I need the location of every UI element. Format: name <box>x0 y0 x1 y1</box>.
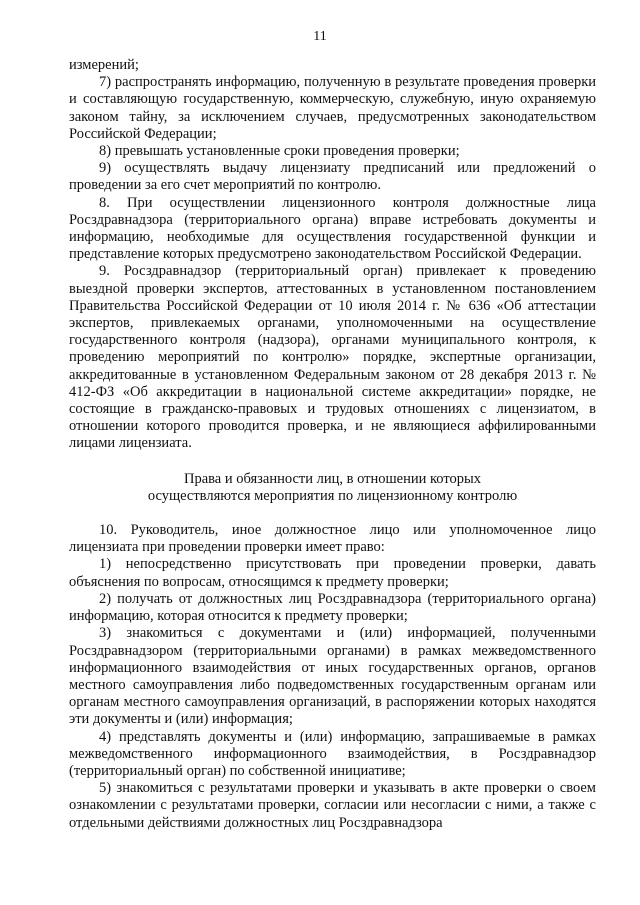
paragraph: 5) знакомиться с результатами проверки и указывать в акте проверки о своем ознакомлении с результатами проверки, согласии или несогласии с ними, а также с отдельными действиями должностных лиц Росздравнадзора <box>69 780 596 831</box>
paragraph: 3) знакомиться с документами и (или) информацией, полученными Росздравнадзором (территориальными органами) в рамках межведомственного информационного взаимодействия от иных государственных органов, органов местного самоуправления либо подведомственных государственным органам или органам местного самоуправления организаций, в распоряжении которых находятся эти документы и (или) информация; <box>69 625 596 728</box>
paragraph: 10. Руководитель, иное должностное лицо или уполномоченное лицо лицензиата при проведении проверки имеет право: <box>69 522 596 556</box>
paragraph: измерений; <box>69 57 139 73</box>
section-heading-line: осуществляются мероприятия по лицензионному контролю <box>147 487 518 504</box>
paragraph: 2) получать от должностных лиц Росздравнадзора (территориального органа) информацию, которая относится к предмету проверки; <box>69 590 596 625</box>
paragraph: 7) распространять информацию, полученную в результате проведения проверки и составляющую государственную, коммерческую, служебную, иную охраняемую законом тайну, за исключением случаев, предусмотренных законодательством Российской Федерации; <box>69 74 596 142</box>
section-heading-line: Права и обязанности лиц, в отношении которых <box>183 470 482 487</box>
page-number: 11 <box>313 29 327 44</box>
paragraph: 4) представлять документы и (или) информацию, запрашиваемые в рамках межведомственного информационного взаимодействия, в Росздравнадзор (территориальный орган) по собственной инициативе; <box>69 728 596 779</box>
paragraph: 8. При осуществлении лицензионного контроля должностные лица Росздравнадзора (территориального органа) вправе истребовать документы и информацию, необходимые для осуществления государственной функции и представление которых предусмотрено законодательством Российской Федерации. <box>69 194 596 263</box>
section-heading <box>69 471 596 505</box>
paragraph: 9) осуществлять выдачу лицензиату предписаний или предложений о проведении за его счет мероприятий по контролю. <box>69 160 596 194</box>
paragraph: 9. Росздравнадзор (территориальный орган) привлекает к проведению выездной проверки экспертов, аттестованных в установленном постановлением Правительства Российской Федерации от 10 июля 2014 г. № 636 «Об аттестации экспертов, привлекаемых органами, уполномоченными на осуществление государственного контроля (надзора), органами муниципального контроля, к проведению мероприятий по контролю» порядке, экспертные организации, аккредитованные в установленном Федеральным законом от 28 декабря 2013 г. № 412-ФЗ «Об аккредитации в национальной системе аккредитации» порядке, не состоящие в гражданско-правовых и трудовых отношениях с лицензиатом, в отношении которого проводится проверка, и не являющиеся аффилированными лицами лицензиата. <box>69 263 596 452</box>
paragraph: 1) непосредственно присутствовать при проведении проверки, давать объяснения по вопросам, относящимся к предмету проверки; <box>69 556 596 590</box>
document-body <box>69 57 596 832</box>
paragraph: 8) превышать установленные сроки проведения проверки; <box>99 143 460 160</box>
